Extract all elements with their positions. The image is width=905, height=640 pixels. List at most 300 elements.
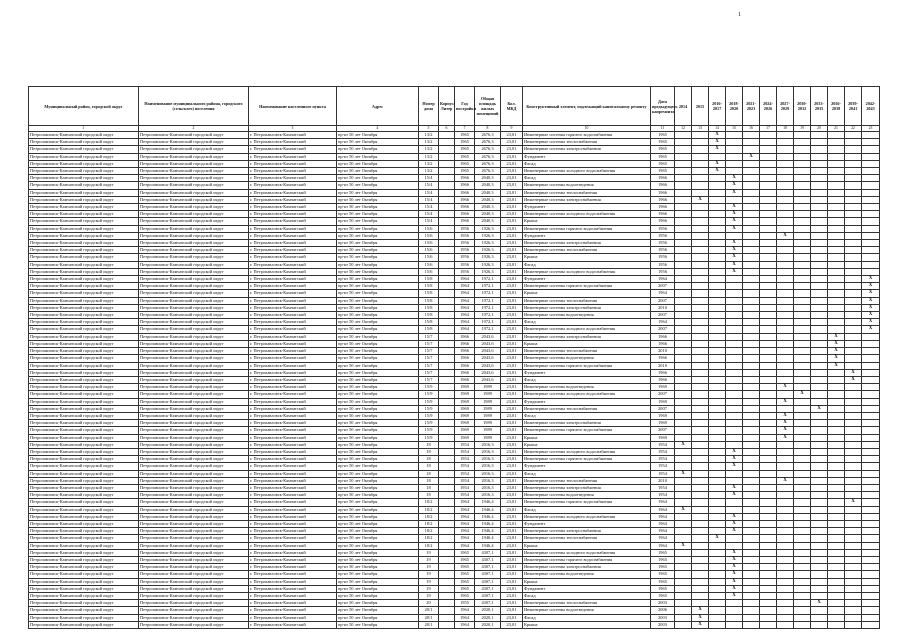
schedule-cell	[692, 297, 709, 304]
table-cell: г. Петропавловск-Камчатский	[249, 593, 337, 600]
schedule-cell	[743, 463, 760, 470]
table-cell: пр-кт 50 лет Октября	[337, 578, 419, 585]
schedule-cell	[692, 513, 709, 520]
schedule-cell	[777, 456, 794, 463]
schedule-cell	[862, 168, 880, 175]
table-cell: г. Петропавловск-Камчатский	[249, 513, 337, 520]
schedule-cell	[743, 578, 760, 585]
schedule-cell	[743, 268, 760, 275]
table-cell: Петропавловск-Камчатский городской округ	[29, 268, 139, 275]
schedule-cell	[726, 168, 743, 175]
schedule-cell	[794, 621, 811, 628]
table-cell: 1964	[651, 276, 675, 283]
table-cell: Петропавловск-Камчатский городской округ	[139, 369, 249, 376]
table-cell: 23,01	[501, 153, 523, 160]
schedule-cell	[828, 189, 845, 196]
table-cell: пр-кт 50 лет Октября	[337, 448, 419, 455]
column-header: Конструктивный элемент, подлежащий капитальному ремонту	[523, 87, 651, 126]
schedule-cell	[675, 593, 692, 600]
schedule-cell	[811, 621, 828, 628]
schedule-cell	[709, 427, 726, 434]
schedule-cell	[845, 600, 862, 607]
schedule-cell	[726, 434, 743, 441]
schedule-cell	[862, 261, 880, 268]
schedule-cell: X	[726, 218, 743, 225]
schedule-cell	[743, 175, 760, 182]
table-cell: 2676,3	[475, 146, 501, 153]
schedule-cell	[777, 484, 794, 491]
schedule-cell	[692, 254, 709, 261]
schedule-cell	[675, 376, 692, 383]
schedule-cell	[675, 434, 692, 441]
schedule-cell	[777, 153, 794, 160]
schedule-cell: X	[828, 333, 845, 340]
schedule-cell	[675, 340, 692, 347]
schedule-cell	[794, 362, 811, 369]
table-cell: 1954	[651, 463, 675, 470]
table-cell: пр-кт 50 лет Октября	[337, 211, 419, 218]
table-cell: г. Петропавловск-Камчатский	[249, 182, 337, 189]
schedule-cell	[777, 348, 794, 355]
table-cell	[439, 470, 455, 477]
table-cell: 4307,1	[475, 578, 501, 585]
schedule-cell	[760, 326, 777, 333]
schedule-cell	[794, 607, 811, 614]
table-cell: пр-кт 50 лет Октября	[337, 326, 419, 333]
schedule-cell	[794, 463, 811, 470]
schedule-cell	[862, 506, 880, 513]
table-cell	[439, 326, 455, 333]
table-row	[29, 153, 880, 160]
table-row	[29, 434, 880, 441]
table-cell: Инженерные системы теплоснабжения	[523, 535, 651, 542]
schedule-cell	[794, 196, 811, 203]
table-cell: 1954	[455, 448, 475, 455]
table-cell: пр-кт 50 лет Октября	[337, 168, 419, 175]
table-cell: Петропавловск-Камчатский городской округ	[139, 283, 249, 290]
schedule-cell	[760, 513, 777, 520]
table-cell: 23,01	[501, 441, 523, 448]
table-cell: пр-кт 50 лет Октября	[337, 290, 419, 297]
schedule-cell	[692, 218, 709, 225]
table-cell: Петропавловск-Камчатский городской округ	[139, 405, 249, 412]
table-row	[29, 412, 880, 419]
schedule-cell	[862, 391, 880, 398]
table-cell: Петропавловск-Камчатский городской округ	[29, 283, 139, 290]
schedule-cell	[777, 506, 794, 513]
schedule-cell	[828, 254, 845, 261]
schedule-cell	[709, 549, 726, 556]
schedule-cell	[675, 355, 692, 362]
schedule-cell	[760, 535, 777, 542]
table-cell	[439, 571, 455, 578]
schedule-cell	[862, 204, 880, 211]
table-cell: 1964	[455, 621, 475, 628]
schedule-cell	[726, 153, 743, 160]
table-cell: 1966	[651, 189, 675, 196]
table-cell: 2003	[651, 600, 675, 607]
schedule-cell	[709, 333, 726, 340]
table-cell: 15/8	[419, 304, 439, 311]
table-cell: Крыша	[523, 340, 651, 347]
table-cell	[439, 261, 455, 268]
table-cell: г. Петропавловск-Камчатский	[249, 492, 337, 499]
table-cell: 1965	[455, 160, 475, 167]
table-cell: пр-кт 50 лет Октября	[337, 607, 419, 614]
schedule-cell	[777, 600, 794, 607]
schedule-cell	[777, 585, 794, 592]
schedule-cell	[777, 556, 794, 563]
table-cell: Петропавловск-Камчатский городской округ	[139, 427, 249, 434]
table-cell: Петропавловск-Камчатский городской округ	[29, 607, 139, 614]
schedule-cell	[743, 326, 760, 333]
schedule-cell	[760, 355, 777, 362]
table-cell: 1965	[651, 153, 675, 160]
schedule-cell	[726, 362, 743, 369]
table-row	[29, 556, 880, 563]
schedule-cell	[828, 600, 845, 607]
table-cell: 15/7	[419, 333, 439, 340]
schedule-cell	[794, 132, 811, 139]
table-cell: 2007	[651, 427, 675, 434]
schedule-cell	[760, 607, 777, 614]
schedule-cell	[675, 456, 692, 463]
table-cell: 2020,1	[475, 621, 501, 628]
table-cell: пр-кт 50 лет Октября	[337, 463, 419, 470]
table-cell: Петропавловск-Камчатский городской округ	[29, 312, 139, 319]
table-cell: пр-кт 50 лет Октября	[337, 268, 419, 275]
table-cell: 2676,3	[475, 160, 501, 167]
schedule-cell	[760, 549, 777, 556]
table-row	[29, 232, 880, 239]
column-number: 22	[845, 126, 862, 132]
schedule-cell	[845, 182, 862, 189]
table-cell: Петропавловск-Камчатский городской округ	[139, 297, 249, 304]
schedule-cell	[794, 319, 811, 326]
table-cell: 2676,3	[475, 168, 501, 175]
table-cell: пр-кт 50 лет Октября	[337, 484, 419, 491]
schedule-cell	[828, 456, 845, 463]
schedule-cell	[811, 585, 828, 592]
schedule-cell	[777, 621, 794, 628]
schedule-cell: X	[709, 146, 726, 153]
table-cell: г. Петропавловск-Камчатский	[249, 139, 337, 146]
schedule-cell	[760, 146, 777, 153]
schedule-cell: X	[743, 153, 760, 160]
schedule-cell	[862, 513, 880, 520]
table-cell: 23,01	[501, 312, 523, 319]
schedule-cell: X	[726, 513, 743, 520]
schedule-cell	[692, 362, 709, 369]
table-cell: г. Петропавловск-Камчатский	[249, 297, 337, 304]
table-cell	[439, 139, 455, 146]
schedule-cell	[675, 333, 692, 340]
schedule-cell	[743, 348, 760, 355]
schedule-cell	[692, 499, 709, 506]
schedule-cell: X	[777, 427, 794, 434]
schedule-cell	[811, 319, 828, 326]
schedule-cell	[794, 297, 811, 304]
column-header: 2030-2032	[794, 87, 811, 126]
table-cell: 23,01	[501, 513, 523, 520]
schedule-cell	[862, 340, 880, 347]
schedule-cell: X	[709, 160, 726, 167]
schedule-cell	[862, 499, 880, 506]
table-cell: 23,01	[501, 571, 523, 578]
table-cell: Петропавловск-Камчатский городской округ	[29, 261, 139, 268]
schedule-cell	[709, 593, 726, 600]
table-cell: 1966	[651, 211, 675, 218]
table-cell: 15/6	[419, 232, 439, 239]
table-cell: 1954	[651, 484, 675, 491]
table-cell: Инженерные системы электроснабжения	[523, 240, 651, 247]
table-cell: Петропавловск-Камчатский городской округ	[139, 499, 249, 506]
table-cell: г. Петропавловск-Камчатский	[249, 232, 337, 239]
table-cell: 2010	[651, 304, 675, 311]
schedule-cell	[760, 218, 777, 225]
schedule-cell	[845, 268, 862, 275]
table-cell: Инженерные системы электроснабжения	[523, 528, 651, 535]
table-cell	[439, 283, 455, 290]
schedule-cell	[828, 535, 845, 542]
schedule-cell	[675, 499, 692, 506]
schedule-cell	[743, 240, 760, 247]
schedule-cell	[794, 168, 811, 175]
schedule-cell	[726, 355, 743, 362]
table-row	[29, 312, 880, 319]
table-row	[29, 319, 880, 326]
schedule-cell	[743, 369, 760, 376]
schedule-cell	[726, 542, 743, 549]
table-cell	[439, 607, 455, 614]
table-cell: Петропавловск-Камчатский городской округ	[139, 607, 249, 614]
table-cell: г. Петропавловск-Камчатский	[249, 600, 337, 607]
table-cell: 19	[419, 578, 439, 585]
table-cell: 1954	[651, 470, 675, 477]
table-cell: Петропавловск-Камчатский городской округ	[139, 556, 249, 563]
table-cell: 1989	[475, 420, 501, 427]
schedule-cell	[709, 312, 726, 319]
schedule-cell	[811, 578, 828, 585]
table-row	[29, 189, 880, 196]
schedule-cell	[862, 211, 880, 218]
table-cell: 15/9	[419, 434, 439, 441]
table-cell: 1954	[651, 456, 675, 463]
schedule-cell	[675, 232, 692, 239]
schedule-cell	[709, 420, 726, 427]
schedule-cell	[692, 578, 709, 585]
schedule-cell	[811, 556, 828, 563]
table-cell: 1965	[651, 549, 675, 556]
table-cell	[439, 441, 455, 448]
table-cell	[439, 196, 455, 203]
schedule-cell	[845, 160, 862, 167]
table-cell: г. Петропавловск-Камчатский	[249, 146, 337, 153]
page-number: 1	[738, 12, 741, 18]
schedule-cell	[811, 484, 828, 491]
table-cell: 1965	[455, 593, 475, 600]
schedule-cell	[692, 283, 709, 290]
table-cell: 1966	[651, 175, 675, 182]
table-cell: 15/9	[419, 391, 439, 398]
schedule-cell	[675, 528, 692, 535]
table-cell: Петропавловск-Камчатский городской округ	[139, 204, 249, 211]
table-cell: Петропавловск-Камчатский городской округ	[139, 398, 249, 405]
table-cell: 1954	[455, 441, 475, 448]
schedule-cell	[675, 391, 692, 398]
table-cell: г. Петропавловск-Камчатский	[249, 463, 337, 470]
column-number: 12	[675, 126, 692, 132]
table-cell: Инженерные системы холодного водоснабжения	[523, 168, 651, 175]
table-cell: пр-кт 50 лет Октября	[337, 506, 419, 513]
schedule-cell	[794, 520, 811, 527]
table-cell: г. Петропавловск-Камчатский	[249, 175, 337, 182]
table-row	[29, 520, 880, 527]
table-cell: 1964	[455, 513, 475, 520]
schedule-cell	[845, 477, 862, 484]
table-cell: 23,01	[501, 175, 523, 182]
table-cell: Петропавловск-Камчатский городской округ	[29, 477, 139, 484]
table-row	[29, 578, 880, 585]
table-cell: Петропавловск-Камчатский городской округ	[139, 326, 249, 333]
table-cell: 1965	[455, 132, 475, 139]
table-cell: г. Петропавловск-Камчатский	[249, 484, 337, 491]
schedule-cell	[743, 448, 760, 455]
table-cell: Петропавловск-Камчатский городской округ	[29, 456, 139, 463]
schedule-cell: X	[777, 477, 794, 484]
schedule-cell	[675, 182, 692, 189]
table-cell	[439, 146, 455, 153]
table-cell: Инженерные системы теплоснабжения	[523, 297, 651, 304]
schedule-cell	[743, 254, 760, 261]
schedule-cell	[828, 160, 845, 167]
schedule-cell	[726, 304, 743, 311]
table-cell: Петропавловск-Камчатский городской округ	[29, 297, 139, 304]
schedule-cell	[777, 304, 794, 311]
table-cell: 1972,1	[475, 276, 501, 283]
table-cell: 1926,3	[475, 268, 501, 275]
schedule-cell	[709, 182, 726, 189]
table-cell: Петропавловск-Камчатский городской округ	[29, 196, 139, 203]
schedule-cell	[828, 297, 845, 304]
column-number: 6	[439, 126, 455, 132]
capital-repair-table-container	[28, 86, 878, 629]
schedule-cell	[794, 456, 811, 463]
table-cell: 1954	[455, 477, 475, 484]
schedule-cell	[675, 168, 692, 175]
table-cell: 23,01	[501, 261, 523, 268]
table-cell: 23,01	[501, 456, 523, 463]
table-row	[29, 427, 880, 434]
schedule-cell	[811, 348, 828, 355]
table-cell: 18/2	[419, 528, 439, 535]
table-cell: Инженерные системы горячего водоснабжения	[523, 456, 651, 463]
table-row	[29, 340, 880, 347]
table-cell: пр-кт 50 лет Октября	[337, 456, 419, 463]
table-cell: 1969	[651, 384, 675, 391]
schedule-cell: X	[726, 189, 743, 196]
table-cell: Петропавловск-Камчатский городской округ	[139, 153, 249, 160]
schedule-cell	[828, 153, 845, 160]
table-cell: Петропавловск-Камчатский городской округ	[29, 427, 139, 434]
schedule-cell	[709, 319, 726, 326]
column-header: 2015	[692, 87, 709, 126]
schedule-cell	[862, 470, 880, 477]
table-cell: 23,01	[501, 434, 523, 441]
schedule-cell	[794, 376, 811, 383]
table-cell: Петропавловск-Камчатский городской округ	[29, 391, 139, 398]
table-cell	[439, 412, 455, 419]
table-cell: 23,01	[501, 528, 523, 535]
table-cell: Петропавловск-Камчатский городской округ	[29, 153, 139, 160]
schedule-cell	[692, 412, 709, 419]
schedule-cell	[794, 427, 811, 434]
schedule-cell	[760, 261, 777, 268]
table-row	[29, 614, 880, 621]
table-cell: пр-кт 50 лет Октября	[337, 564, 419, 571]
table-cell: 2020,1	[475, 607, 501, 614]
table-cell: 13/2	[419, 153, 439, 160]
table-cell	[439, 564, 455, 571]
table-cell: 1956	[651, 254, 675, 261]
schedule-cell	[828, 571, 845, 578]
table-cell	[439, 621, 455, 628]
schedule-cell	[777, 261, 794, 268]
table-cell: пр-кт 50 лет Октября	[337, 340, 419, 347]
table-cell: г. Петропавловск-Камчатский	[249, 355, 337, 362]
table-cell: 1956	[455, 261, 475, 268]
table-cell: 4307,1	[475, 556, 501, 563]
table-cell: Петропавловск-Камчатский городской округ	[139, 268, 249, 275]
schedule-cell	[760, 168, 777, 175]
schedule-cell	[692, 189, 709, 196]
table-cell: Петропавловск-Камчатский городской округ	[29, 470, 139, 477]
schedule-cell	[692, 160, 709, 167]
table-cell: пр-кт 50 лет Октября	[337, 196, 419, 203]
schedule-cell	[777, 492, 794, 499]
table-cell: 18	[419, 492, 439, 499]
table-cell: г. Петропавловск-Камчатский	[249, 132, 337, 139]
schedule-cell: X	[726, 268, 743, 275]
schedule-cell	[726, 196, 743, 203]
table-cell	[439, 218, 455, 225]
schedule-cell	[845, 535, 862, 542]
schedule-cell	[811, 139, 828, 146]
schedule-cell	[675, 535, 692, 542]
schedule-cell	[794, 312, 811, 319]
schedule-cell	[760, 484, 777, 491]
table-cell: 23,01	[501, 232, 523, 239]
table-cell: 2040,3	[475, 211, 501, 218]
schedule-cell	[692, 463, 709, 470]
table-cell: г. Петропавловск-Камчатский	[249, 340, 337, 347]
schedule-cell	[692, 290, 709, 297]
table-cell: Петропавловск-Камчатский городской округ	[139, 585, 249, 592]
table-cell: 4307,1	[475, 571, 501, 578]
table-row	[29, 290, 880, 297]
table-row	[29, 132, 880, 139]
schedule-cell	[709, 225, 726, 232]
column-header: Общая площадь жилых помещений	[475, 87, 501, 126]
table-cell: 1965	[651, 132, 675, 139]
schedule-cell	[794, 232, 811, 239]
table-cell: Петропавловск-Камчатский городской округ	[139, 391, 249, 398]
schedule-cell	[743, 182, 760, 189]
schedule-cell	[675, 405, 692, 412]
table-cell: пр-кт 50 лет Октября	[337, 189, 419, 196]
table-cell: 1969	[651, 398, 675, 405]
schedule-cell	[709, 484, 726, 491]
